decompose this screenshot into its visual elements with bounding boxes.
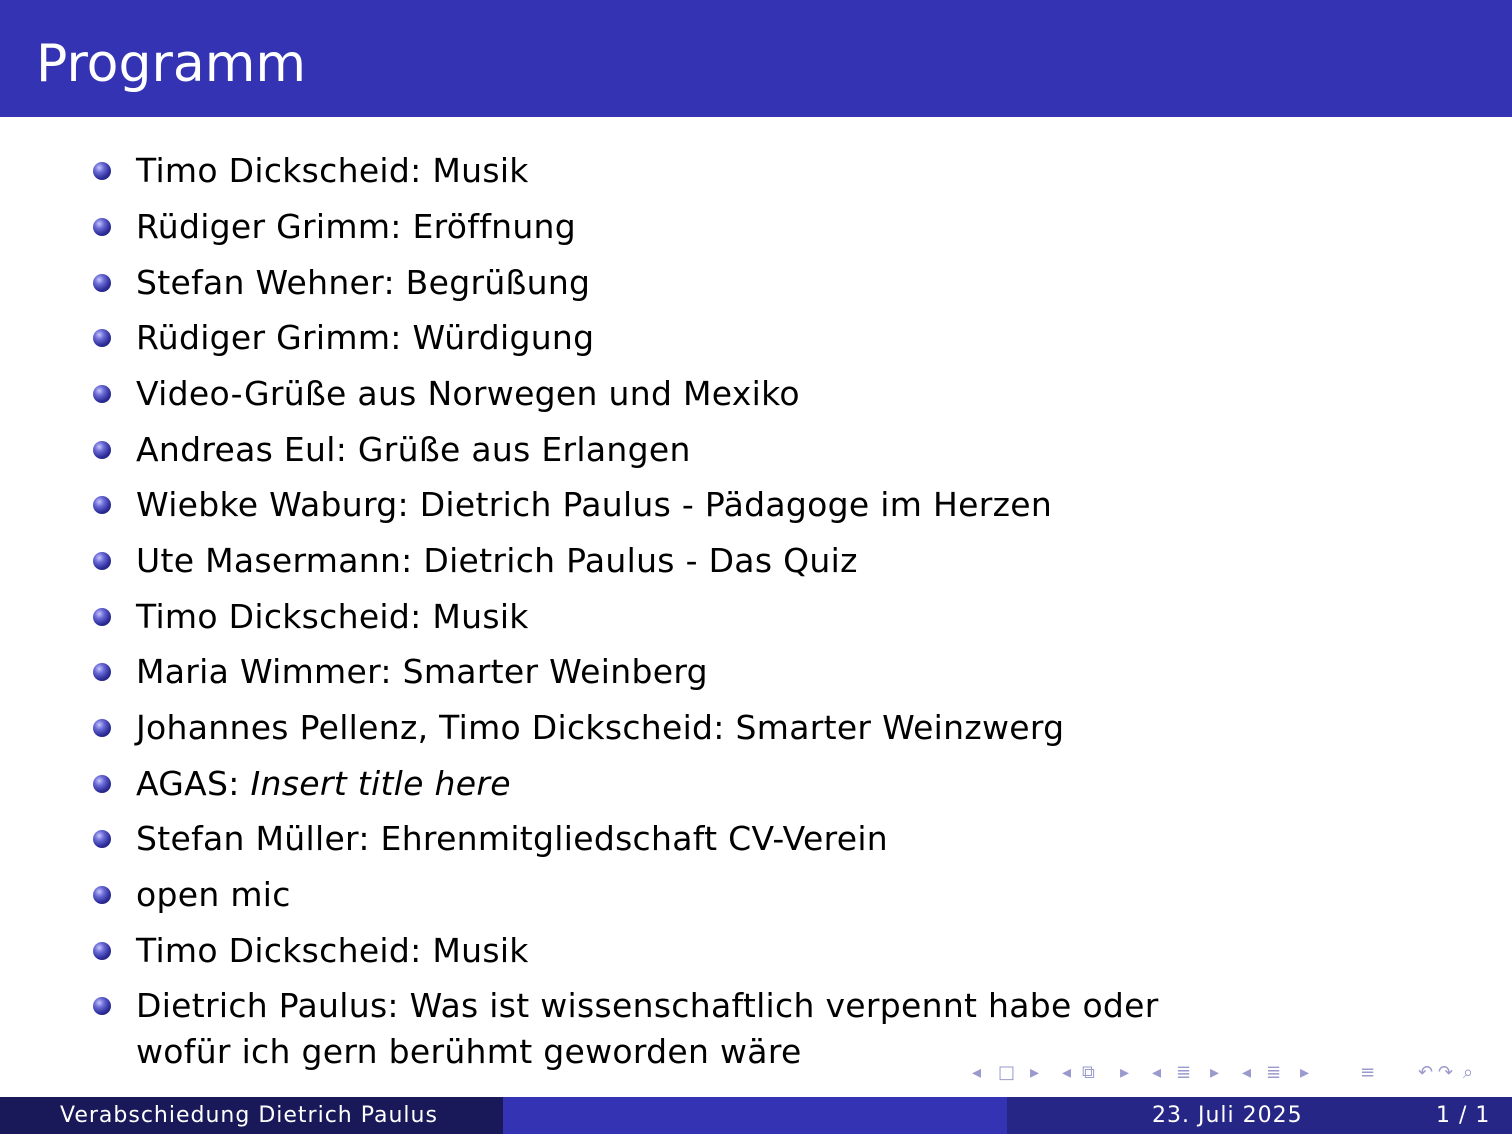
- bullet-icon: [93, 441, 111, 459]
- bullet-icon: [93, 329, 111, 347]
- item-text: Johannes Pellenz, Timo Dickscheid: Smarter Weinzwerg: [136, 708, 1065, 747]
- undo-icon[interactable]: ↶: [1418, 1062, 1434, 1083]
- bullet-icon: [93, 775, 111, 793]
- footer-page-number: 1 / 1: [1436, 1103, 1491, 1128]
- bullet-icon: [93, 886, 111, 904]
- item-text: Ute Masermann: Dietrich Paulus - Das Quiz: [136, 541, 858, 580]
- arrow-right-icon[interactable]: ▸: [1300, 1062, 1310, 1083]
- bullet-icon: [93, 942, 111, 960]
- presentation-icon[interactable]: ≣: [1266, 1062, 1282, 1083]
- item-text-line2: wofür ich gern berühmt geworden wäre: [136, 1032, 802, 1071]
- footer-right-panel: [1007, 1097, 1512, 1134]
- bullet-icon: [93, 274, 111, 292]
- footer-date: 23. Juli 2025: [1152, 1103, 1303, 1128]
- search-icon[interactable]: ⌕: [1463, 1062, 1474, 1083]
- arrow-right-icon[interactable]: ▸: [1120, 1062, 1130, 1083]
- item-text: Timo Dickscheid: Musik: [136, 151, 529, 190]
- section-icon[interactable]: ≣: [1176, 1062, 1192, 1083]
- arrow-left-icon[interactable]: ◂: [1152, 1062, 1162, 1083]
- align-icon[interactable]: ≡: [1360, 1062, 1376, 1083]
- item-text-line1: Dietrich Paulus: Was ist wissenschaftlich verpennt habe oder: [136, 986, 1159, 1025]
- item-text: Timo Dickscheid: Musik: [136, 931, 529, 970]
- slide-header: [0, 0, 1512, 117]
- bullet-icon: [93, 663, 111, 681]
- arrow-right-icon[interactable]: ▸: [1210, 1062, 1220, 1083]
- item-text: Andreas Eul: Grüße aus Erlangen: [136, 430, 691, 469]
- bullet-icon: [93, 719, 111, 737]
- slide-footer: [0, 1097, 1512, 1134]
- arrow-right-icon[interactable]: ▸: [1030, 1062, 1040, 1083]
- item-text: Video-Grüße aus Norwegen und Mexiko: [136, 374, 800, 413]
- bullet-icon: [93, 552, 111, 570]
- item-text: Stefan Müller: Ehrenmitgliedschaft CV-Verein: [136, 819, 889, 858]
- item-italic: Insert title here: [250, 764, 511, 803]
- bullet-icon: [93, 830, 111, 848]
- frame-icon[interactable]: □: [998, 1062, 1016, 1083]
- bullet-icon: [93, 218, 111, 236]
- footer-title: Verabschiedung Dietrich Paulus: [60, 1103, 438, 1128]
- bullet-icon: [93, 997, 111, 1015]
- bullet-icon: [93, 385, 111, 403]
- item-text: Timo Dickscheid: Musik: [136, 597, 529, 636]
- subsection-icon[interactable]: ⧉: [1082, 1062, 1095, 1083]
- bullet-icon: [93, 162, 111, 180]
- item-text: Maria Wimmer: Smarter Weinberg: [136, 652, 708, 691]
- footer-left-panel: [0, 1097, 503, 1134]
- redo-icon[interactable]: ↷: [1438, 1062, 1454, 1083]
- item-text: open mic: [136, 875, 291, 914]
- item-text: [136, 761, 511, 807]
- item-prefix: AGAS:: [136, 764, 251, 803]
- arrow-left-icon[interactable]: ◂: [972, 1062, 982, 1083]
- arrow-left-icon[interactable]: ◂: [1062, 1062, 1072, 1083]
- item-text: Wiebke Waburg: Dietrich Paulus - Pädagoge im Herzen: [136, 485, 1053, 524]
- item-text: Stefan Wehner: Begrüßung: [136, 263, 591, 302]
- beamer-navigation: [968, 1060, 1508, 1090]
- slide-title: Programm: [36, 34, 307, 94]
- bullet-icon: [93, 608, 111, 626]
- item-text: Rüdiger Grimm: Würdigung: [136, 318, 595, 357]
- bullet-icon: [93, 496, 111, 514]
- arrow-left-icon[interactable]: ◂: [1242, 1062, 1252, 1083]
- item-text: Rüdiger Grimm: Eröffnung: [136, 207, 577, 246]
